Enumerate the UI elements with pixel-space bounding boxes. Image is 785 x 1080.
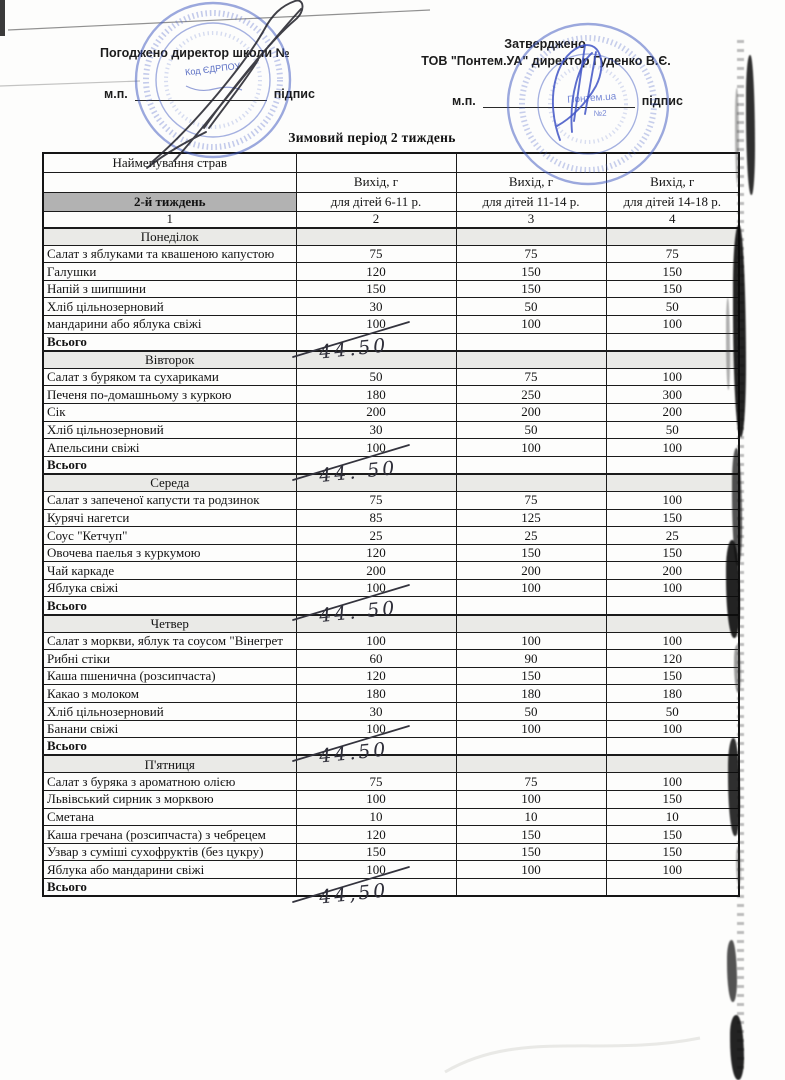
approval-right-title: Затверджено: [504, 37, 586, 51]
signature-word-left: підпис: [273, 87, 315, 101]
empty-cell: [606, 456, 739, 474]
age-group-header: для дітей 11-14 р.: [456, 192, 606, 212]
total-label: Всього: [43, 456, 296, 474]
portion-11-14: 50: [456, 421, 606, 439]
day-name: Четвер: [43, 615, 296, 633]
dish-row: [43, 791, 739, 809]
dish-name: Хліб цільнозерновий: [43, 421, 296, 439]
dish-name: мандарини або яблука свіжі: [43, 315, 296, 333]
portion-14-18: 50: [606, 421, 739, 439]
handwritten-total: 44,50: [289, 860, 461, 914]
empty-cell: [296, 228, 456, 246]
portion-11-14: 150: [456, 280, 606, 298]
portion-6-11: 75: [296, 491, 456, 509]
portion-6-11: 30: [296, 703, 456, 721]
portion-11-14: 125: [456, 509, 606, 527]
empty-cell: [296, 351, 456, 369]
approval-right-company: ТОВ "Понтем.УА" директор Гуденко В.Є.: [421, 54, 671, 68]
day-name: Середа: [43, 474, 296, 492]
header-row-4: [43, 212, 739, 228]
portion-14-18: 100: [606, 439, 739, 457]
empty-cell: [456, 228, 606, 246]
portion-14-18: 75: [606, 245, 739, 263]
empty-cell: [456, 474, 606, 492]
dish-row: [43, 491, 739, 509]
handwritten-total: 44.50: [289, 315, 461, 369]
portion-14-18: 150: [606, 263, 739, 281]
dish-row: [43, 773, 739, 791]
empty-cell: [296, 755, 456, 773]
dish-name: Соус "Кетчуп": [43, 527, 296, 545]
portion-6-11: 120: [296, 667, 456, 685]
dish-row: [43, 245, 739, 263]
day-header-row: [43, 228, 739, 246]
dish-name-column-header: Найменування страв: [43, 153, 296, 173]
approval-right-mp-row: [452, 93, 683, 108]
portion-14-18: 150: [606, 826, 739, 844]
empty-cell: [606, 351, 739, 369]
output-grams-header: Вихід, г: [296, 173, 456, 193]
dish-name: Рибні стіки: [43, 650, 296, 668]
dish-row: [43, 579, 739, 597]
portion-6-11: 75: [296, 773, 456, 791]
portion-6-11: 25: [296, 527, 456, 545]
column-number: 2: [296, 212, 456, 228]
portion-11-14: 75: [456, 368, 606, 386]
handwritten-total: 44. 50: [289, 578, 461, 632]
stamp-left-code-label: Код ЄДРПОУ: [184, 60, 241, 78]
empty-cell: [606, 738, 739, 756]
portion-14-18: 200: [606, 403, 739, 421]
dish-row: [43, 368, 739, 386]
dish-row: [43, 703, 739, 721]
document-title: Зимовий період 2 тиждень: [288, 130, 456, 145]
empty-cell: [606, 615, 739, 633]
dish-name: Сік: [43, 403, 296, 421]
portion-6-11: 150: [296, 843, 456, 861]
mp-label-left: м.п.: [104, 87, 128, 101]
portion-6-11: 100: [296, 579, 456, 597]
portion-6-11: 100: [296, 439, 456, 457]
dish-row: [43, 544, 739, 562]
approval-left-text: Погоджено директор школи №: [100, 46, 290, 60]
portion-14-18: 150: [606, 667, 739, 685]
portion-6-11: 200: [296, 403, 456, 421]
output-grams-header: Вихід, г: [456, 173, 606, 193]
portion-14-18: 100: [606, 773, 739, 791]
dish-row: [43, 720, 739, 738]
scan-artifact: [733, 225, 746, 437]
mp-label-right: м.п.: [452, 94, 476, 108]
dish-name: Салат з буряком та сухариками: [43, 368, 296, 386]
portion-11-14: 75: [456, 773, 606, 791]
scan-artifact: [727, 940, 737, 1002]
empty-cell: [43, 173, 296, 193]
column-number: 1: [43, 212, 296, 228]
portion-6-11: 100: [296, 720, 456, 738]
total-row: [43, 597, 739, 615]
total-row: [43, 456, 739, 474]
portion-14-18: 100: [606, 579, 739, 597]
total-handwritten-cell: [296, 456, 456, 487]
portion-14-18: 100: [606, 632, 739, 650]
portion-14-18: 150: [606, 509, 739, 527]
total-row: [43, 333, 739, 351]
day-header-row: [43, 755, 739, 773]
portion-6-11: 100: [296, 632, 456, 650]
dish-name: Напій з шипшини: [43, 280, 296, 298]
portion-14-18: 150: [606, 544, 739, 562]
portion-6-11: 120: [296, 263, 456, 281]
portion-11-14: 200: [456, 562, 606, 580]
portion-6-11: 75: [296, 245, 456, 263]
portion-14-18: 50: [606, 298, 739, 316]
stamp-right-number-label: №2: [593, 109, 607, 118]
portion-6-11: 30: [296, 421, 456, 439]
portion-14-18: 100: [606, 491, 739, 509]
day-name: Вівторок: [43, 351, 296, 369]
empty-cell: [606, 474, 739, 492]
portion-11-14: 25: [456, 527, 606, 545]
dish-row: [43, 808, 739, 826]
header-row-3: [43, 192, 739, 212]
dish-row: [43, 527, 739, 545]
portion-6-11: 150: [296, 280, 456, 298]
portion-11-14: 75: [456, 245, 606, 263]
total-label: Всього: [43, 333, 296, 351]
portion-14-18: 10: [606, 808, 739, 826]
dish-name: Чай каркаде: [43, 562, 296, 580]
portion-6-11: 200: [296, 562, 456, 580]
empty-cell: [456, 597, 606, 615]
empty-cell: [606, 153, 739, 173]
dish-name: Апельсини свіжі: [43, 439, 296, 457]
total-handwritten-cell: [296, 333, 456, 364]
dish-row: [43, 509, 739, 527]
empty-cell: [606, 878, 739, 896]
handwritten-total: 44. 50: [289, 438, 461, 492]
portion-6-11: 100: [296, 315, 456, 333]
menu-table: [42, 152, 740, 909]
dish-name: Каша гречана (розсипчаста) з чебрецем: [43, 826, 296, 844]
total-row: [43, 738, 739, 756]
dish-name: Сметана: [43, 808, 296, 826]
day-name: П'ятниця: [43, 755, 296, 773]
portion-11-14: 90: [456, 650, 606, 668]
portion-11-14: 200: [456, 403, 606, 421]
output-grams-header: Вихід, г: [606, 173, 739, 193]
portion-14-18: 300: [606, 386, 739, 404]
portion-6-11: 120: [296, 826, 456, 844]
scan-artifact: [746, 55, 755, 195]
dish-row: [43, 861, 739, 879]
total-handwritten-cell: [296, 878, 456, 909]
dish-row: [43, 667, 739, 685]
portion-6-11: 180: [296, 685, 456, 703]
empty-cell: [456, 878, 606, 896]
week-label: 2-й тиждень: [43, 192, 296, 212]
dish-row: [43, 685, 739, 703]
dish-row: [43, 315, 739, 333]
dish-row: [43, 386, 739, 404]
portion-14-18: 50: [606, 703, 739, 721]
empty-cell: [456, 755, 606, 773]
portion-11-14: 100: [456, 861, 606, 879]
age-group-header: для дітей 6-11 р.: [296, 192, 456, 212]
stamp-right-brand-label: Понтем.ua: [566, 91, 617, 106]
empty-cell: [456, 615, 606, 633]
signature-line-right: [483, 93, 635, 108]
portion-11-14: 10: [456, 808, 606, 826]
portion-6-11: 100: [296, 791, 456, 809]
handwritten-total: 44.50: [289, 719, 461, 773]
empty-cell: [456, 351, 606, 369]
dish-name: Хліб цільнозерновий: [43, 298, 296, 316]
dish-row: [43, 562, 739, 580]
dish-row: [43, 421, 739, 439]
portion-14-18: 120: [606, 650, 739, 668]
dish-name: Салат з буряка з ароматною олією: [43, 773, 296, 791]
empty-cell: [456, 456, 606, 474]
portion-6-11: 85: [296, 509, 456, 527]
portion-6-11: 60: [296, 650, 456, 668]
dish-name: Галушки: [43, 263, 296, 281]
portion-6-11: 120: [296, 544, 456, 562]
portion-11-14: 150: [456, 263, 606, 281]
empty-cell: [606, 333, 739, 351]
column-number: 4: [606, 212, 739, 228]
total-handwritten-cell: [296, 738, 456, 768]
total-handwritten-cell: [296, 597, 456, 628]
dish-name: Каша пшенична (розсипчаста): [43, 667, 296, 685]
dish-name: Яблука або мандарини свіжі: [43, 861, 296, 879]
portion-11-14: 100: [456, 720, 606, 738]
dish-name: Узвар з суміші сухофруктів (без цукру): [43, 843, 296, 861]
signature-line-left: [135, 86, 267, 101]
empty-cell: [296, 153, 456, 173]
portion-14-18: 150: [606, 280, 739, 298]
portion-11-14: 150: [456, 667, 606, 685]
day-name: Понеділок: [43, 228, 296, 246]
portion-14-18: 100: [606, 315, 739, 333]
dish-row: [43, 843, 739, 861]
portion-6-11: 30: [296, 298, 456, 316]
dish-name: Овочева паелья з куркумою: [43, 544, 296, 562]
portion-14-18: 200: [606, 562, 739, 580]
dish-row: [43, 650, 739, 668]
dish-row: [43, 403, 739, 421]
portion-11-14: 50: [456, 298, 606, 316]
dish-name: Хліб цільнозерновий: [43, 703, 296, 721]
portion-14-18: 180: [606, 685, 739, 703]
portion-11-14: 100: [456, 632, 606, 650]
portion-11-14: 100: [456, 439, 606, 457]
portion-6-11: 50: [296, 368, 456, 386]
portion-14-18: 150: [606, 791, 739, 809]
header-row-2: [43, 173, 739, 193]
portion-11-14: 150: [456, 826, 606, 844]
portion-6-11: 180: [296, 386, 456, 404]
portion-14-18: 150: [606, 843, 739, 861]
empty-cell: [606, 228, 739, 246]
dish-row: [43, 298, 739, 316]
dish-name: Печеня по-домашньому з куркою: [43, 386, 296, 404]
portion-11-14: 150: [456, 544, 606, 562]
portion-14-18: 100: [606, 861, 739, 879]
empty-cell: [606, 597, 739, 615]
portion-11-14: 100: [456, 791, 606, 809]
portion-14-18: 100: [606, 368, 739, 386]
day-header-row: [43, 474, 739, 492]
empty-cell: [606, 755, 739, 773]
empty-cell: [456, 333, 606, 351]
total-label: Всього: [43, 738, 296, 756]
dish-row: [43, 280, 739, 298]
portion-11-14: 100: [456, 315, 606, 333]
dish-row: [43, 632, 739, 650]
approval-left-mp-row: [104, 86, 315, 101]
portion-11-14: 75: [456, 491, 606, 509]
portion-14-18: 25: [606, 527, 739, 545]
header-row-1: [43, 153, 739, 173]
portion-11-14: 100: [456, 579, 606, 597]
dish-name: Яблука свіжі: [43, 579, 296, 597]
dish-row: [43, 263, 739, 281]
dish-name: Салат з запеченої капусти та родзинок: [43, 491, 296, 509]
empty-cell: [456, 153, 606, 173]
total-row: [43, 878, 739, 896]
empty-cell: [456, 738, 606, 756]
empty-cell: [296, 615, 456, 633]
dish-name: Какао з молоком: [43, 685, 296, 703]
portion-14-18: 100: [606, 720, 739, 738]
portion-6-11: 10: [296, 808, 456, 826]
empty-cell: [296, 474, 456, 492]
signature-word-right: підпис: [641, 94, 683, 108]
dish-name: Салат з яблуками та квашеною капустою: [43, 245, 296, 263]
day-header-row: [43, 615, 739, 633]
portion-6-11: 100: [296, 861, 456, 879]
total-label: Всього: [43, 597, 296, 615]
portion-11-14: 180: [456, 685, 606, 703]
dish-name: Львівський сирник з морквою: [43, 791, 296, 809]
column-number: 3: [456, 212, 606, 228]
total-label: Всього: [43, 878, 296, 896]
portion-11-14: 250: [456, 386, 606, 404]
day-header-row: [43, 351, 739, 369]
dish-row: [43, 826, 739, 844]
portion-11-14: 50: [456, 703, 606, 721]
dish-row: [43, 439, 739, 457]
dish-name: Салат з моркви, яблук та соусом "Вінегрет: [43, 632, 296, 650]
dish-name: Курячі нагетси: [43, 509, 296, 527]
menu-table-body: [43, 153, 739, 909]
portion-11-14: 150: [456, 843, 606, 861]
age-group-header: для дітей 14-18 р.: [606, 192, 739, 212]
dish-name: Банани свіжі: [43, 720, 296, 738]
